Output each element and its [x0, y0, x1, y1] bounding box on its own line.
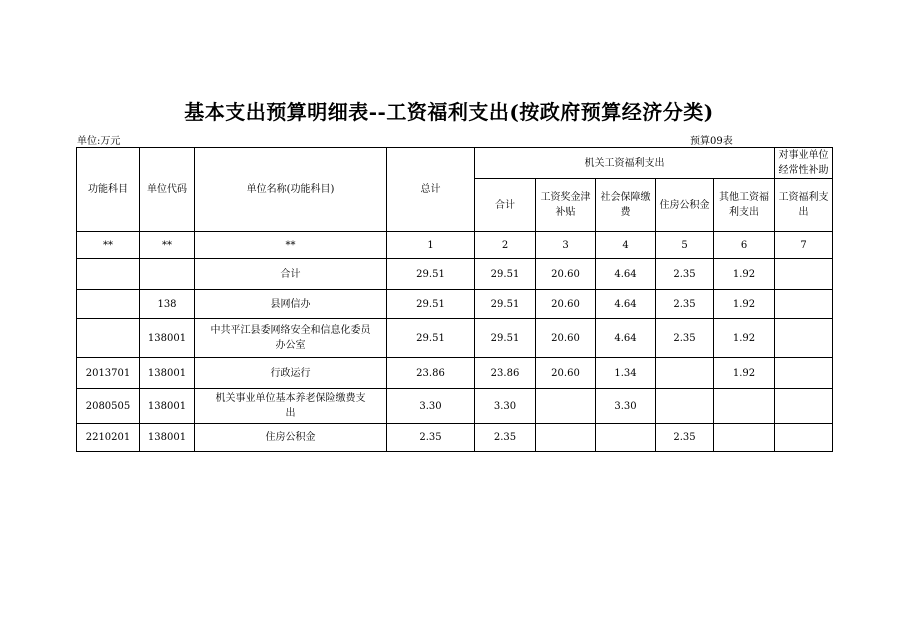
index-cell: 1: [387, 232, 475, 259]
total-cell: 29.51: [387, 319, 475, 358]
func-subject-cell: 2210201: [77, 424, 140, 452]
header-total: 总计: [387, 148, 475, 232]
table-row: [77, 319, 833, 358]
header-housing-fund: 住房公积金: [656, 179, 714, 232]
housing-fund-cell: 2.35: [656, 290, 714, 319]
index-cell: **: [140, 232, 195, 259]
unit-name-cell: 住房公积金: [195, 424, 387, 452]
total-cell: 29.51: [387, 290, 475, 319]
unit-name-cell: 机关事业单位基本养老保险缴费支出: [195, 389, 387, 424]
header-unit-name: 单位名称(功能科目): [195, 148, 387, 232]
header-institution-group: 对事业单位经常性补助: [775, 148, 833, 179]
other-welfare-cell: [714, 389, 775, 424]
index-cell: 3: [536, 232, 596, 259]
social-security-cell: 4.64: [596, 290, 656, 319]
func-subject-cell: [77, 259, 140, 290]
unit-name-cell: 县网信办: [195, 290, 387, 319]
institution-wage-cell: [775, 358, 833, 389]
unit-name-cell: 行政运行: [195, 358, 387, 389]
unit-code-cell: 138001: [140, 424, 195, 452]
func-subject-cell: 2013701: [77, 358, 140, 389]
table-row: [77, 424, 833, 452]
table-number: 预算09表: [690, 136, 733, 147]
index-cell: 5: [656, 232, 714, 259]
housing-fund-cell: 2.35: [656, 424, 714, 452]
total-cell: 29.51: [387, 259, 475, 290]
header-other-welfare: 其他工资福利支出: [714, 179, 775, 232]
social-security-cell: [596, 424, 656, 452]
wage-bonus-cell: 20.60: [536, 358, 596, 389]
wage-bonus-cell: [536, 424, 596, 452]
unit-code-cell: 138001: [140, 319, 195, 358]
social-security-cell: 4.64: [596, 319, 656, 358]
header-unit-code: 单位代码: [140, 148, 195, 232]
institution-wage-cell: [775, 389, 833, 424]
wage-bonus-cell: 20.60: [536, 319, 596, 358]
sum-cell: 2.35: [475, 424, 536, 452]
unit-label: 单位:万元: [77, 136, 121, 147]
other-welfare-cell: 1.92: [714, 319, 775, 358]
header-sum: 合计: [475, 179, 536, 232]
social-security-cell: 4.64: [596, 259, 656, 290]
sum-cell: 29.51: [475, 319, 536, 358]
index-cell: **: [195, 232, 387, 259]
header-row-1: [77, 148, 833, 179]
func-subject-cell: [77, 319, 140, 358]
other-welfare-cell: 1.92: [714, 290, 775, 319]
sum-cell: 3.30: [475, 389, 536, 424]
total-cell: 23.86: [387, 358, 475, 389]
unit-code-cell: [140, 259, 195, 290]
index-cell: 7: [775, 232, 833, 259]
housing-fund-cell: 2.35: [656, 319, 714, 358]
header-institution-wage: 工资福利支出: [775, 179, 833, 232]
header-func-subject: 功能科目: [77, 148, 140, 232]
unit-code-cell: 138: [140, 290, 195, 319]
table-row: [77, 259, 833, 290]
institution-wage-cell: [775, 259, 833, 290]
table-row: [77, 290, 833, 319]
social-security-cell: 1.34: [596, 358, 656, 389]
unit-code-cell: 138001: [140, 389, 195, 424]
header-agency-group: 机关工资福利支出: [475, 148, 775, 179]
index-cell: 4: [596, 232, 656, 259]
total-cell: 3.30: [387, 389, 475, 424]
housing-fund-cell: [656, 358, 714, 389]
page-title: 基本支出预算明细表--工资福利支出(按政府预算经济分类): [184, 100, 714, 124]
sum-cell: 29.51: [475, 259, 536, 290]
func-subject-cell: [77, 290, 140, 319]
housing-fund-cell: [656, 389, 714, 424]
wage-bonus-cell: 20.60: [536, 290, 596, 319]
other-welfare-cell: [714, 424, 775, 452]
unit-name-cell: 合计: [195, 259, 387, 290]
wage-bonus-cell: [536, 389, 596, 424]
header-wage-bonus: 工资奖金津补贴: [536, 179, 596, 232]
index-row: [77, 232, 833, 259]
sum-cell: 29.51: [475, 290, 536, 319]
wage-bonus-cell: 20.60: [536, 259, 596, 290]
index-cell: 6: [714, 232, 775, 259]
institution-wage-cell: [775, 319, 833, 358]
institution-wage-cell: [775, 290, 833, 319]
other-welfare-cell: 1.92: [714, 259, 775, 290]
social-security-cell: 3.30: [596, 389, 656, 424]
header-social-security: 社会保障缴费: [596, 179, 656, 232]
housing-fund-cell: 2.35: [656, 259, 714, 290]
total-cell: 2.35: [387, 424, 475, 452]
unit-name-cell: 中共平江县委网络安全和信息化委员办公室: [195, 319, 387, 358]
table-row: [77, 389, 833, 424]
index-cell: **: [77, 232, 140, 259]
index-cell: 2: [475, 232, 536, 259]
budget-table: [76, 147, 833, 452]
other-welfare-cell: 1.92: [714, 358, 775, 389]
sum-cell: 23.86: [475, 358, 536, 389]
unit-code-cell: 138001: [140, 358, 195, 389]
func-subject-cell: 2080505: [77, 389, 140, 424]
table-row: [77, 358, 833, 389]
institution-wage-cell: [775, 424, 833, 452]
